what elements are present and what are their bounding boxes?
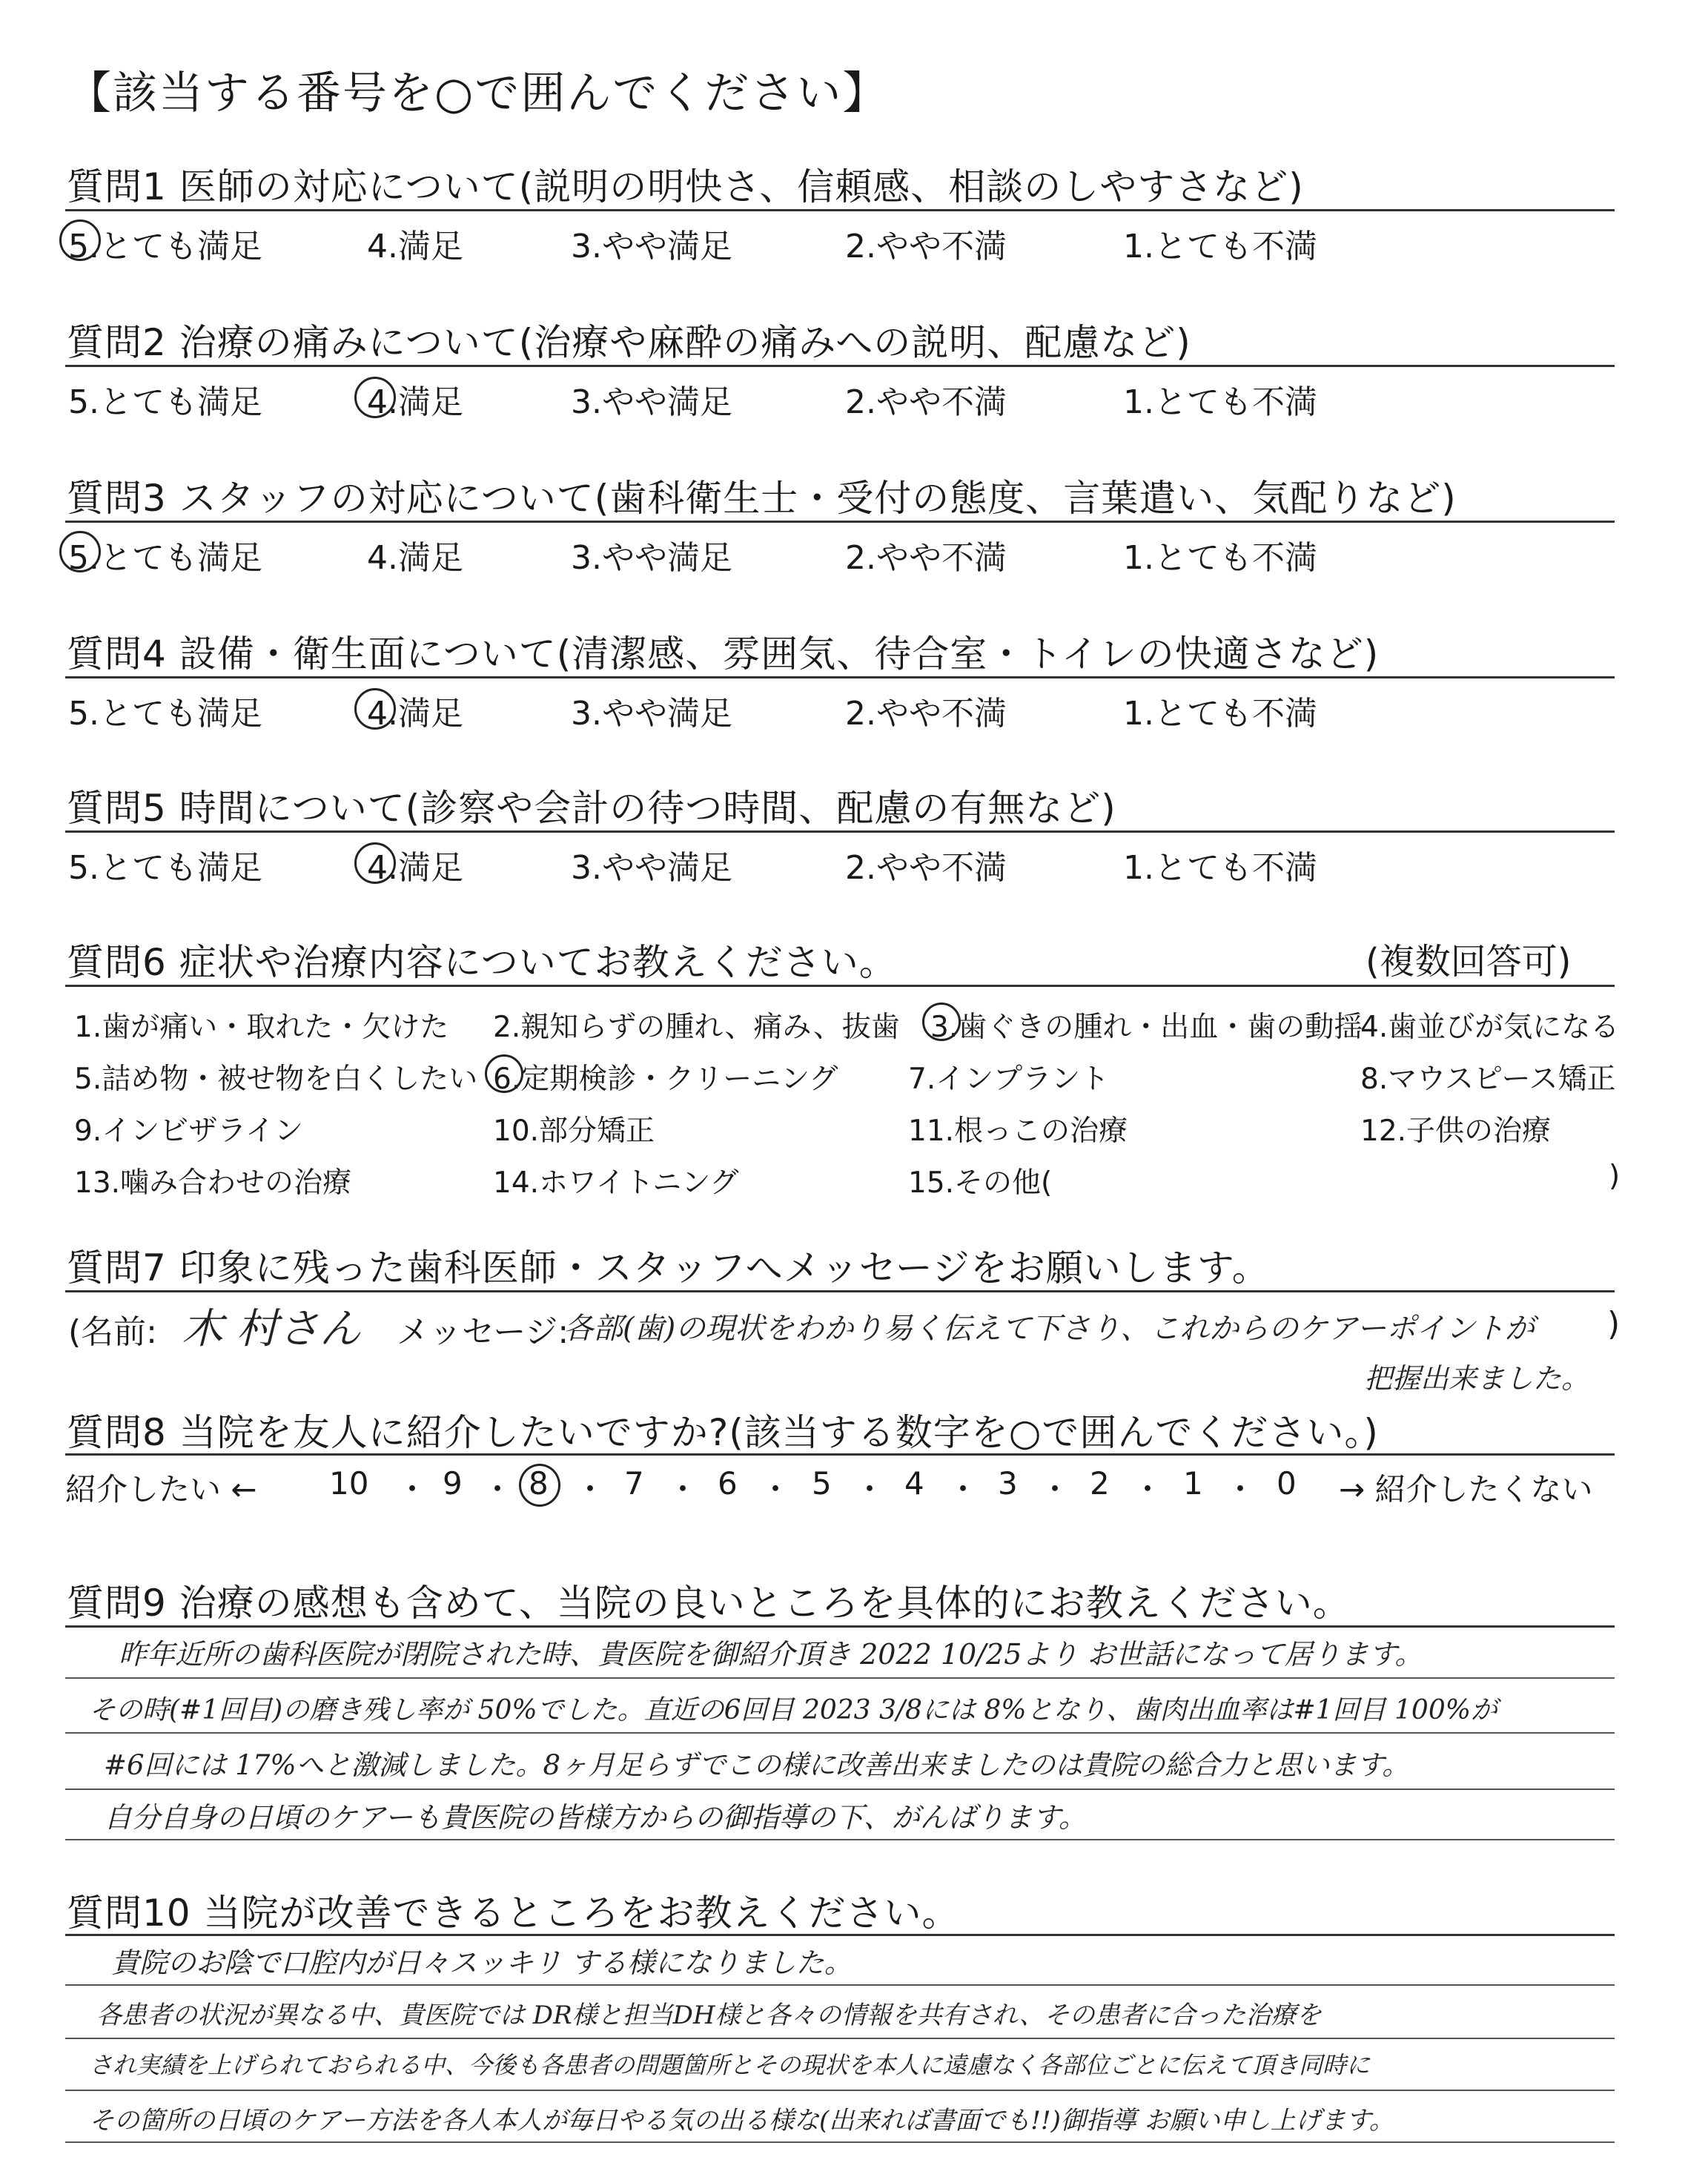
- answer-rule: [65, 2038, 1615, 2039]
- scale-sep: ・: [482, 1471, 514, 1507]
- option-3[interactable]: 3.やや満足: [571, 849, 732, 887]
- question-10-label: 質問10 当院が改善できるところをお教えください。: [67, 1892, 960, 1935]
- multiple-answers-note: (複数回答可): [1366, 941, 1572, 982]
- scale-sep: ・: [947, 1471, 979, 1507]
- q6-option-13[interactable]: 13.噛み合わせの治療: [74, 1166, 352, 1200]
- q10-answer-line-3: され実績を上げられておられる中、今後も各患者の問題箇所とその現状を本人に遠慮なく各部位ごとに伝えて頂き同時に: [89, 2051, 1371, 2079]
- scale-9[interactable]: 9: [443, 1465, 463, 1502]
- divider: [65, 1290, 1615, 1292]
- message-close-paren: ): [1607, 1305, 1621, 1343]
- scale-sep: ・: [1039, 1471, 1071, 1507]
- scale-7[interactable]: 7: [624, 1465, 644, 1502]
- question-1-label: 質問1 医師の対応について(説明の明快さ、信頼感、相談のしやすさなど): [67, 165, 1304, 208]
- scale-3[interactable]: 3: [998, 1465, 1018, 1502]
- option-4[interactable]: 4.満足: [367, 539, 463, 577]
- recommend-right-label: → 紹介したくない: [1339, 1471, 1593, 1507]
- recommend-left-label: 紹介したい ←: [65, 1471, 257, 1507]
- answer-rule: [65, 1984, 1615, 1986]
- scale-sep: ・: [397, 1471, 428, 1507]
- selection-circle: [59, 219, 101, 261]
- scale-8[interactable]: 8: [529, 1465, 549, 1502]
- divider: [65, 676, 1615, 678]
- option-1[interactable]: 1.とても不満: [1123, 695, 1317, 733]
- q6-option-12[interactable]: 12.子供の治療: [1360, 1114, 1552, 1148]
- option-5[interactable]: 5.とても満足: [68, 695, 262, 733]
- q10-answer-line-1: 貴院のお陰で口腔内が日々スッキリ する様になりました。: [111, 1946, 853, 1979]
- answer-rule: [65, 2090, 1615, 2091]
- option-3[interactable]: 3.やや満足: [571, 228, 732, 265]
- selection-circle: [354, 377, 396, 418]
- divider: [65, 830, 1615, 833]
- q6-option-4[interactable]: 4.歯並びが気になる: [1360, 1011, 1620, 1044]
- divider: [65, 985, 1615, 987]
- answer-rule: [65, 1732, 1615, 1734]
- selection-circle: [59, 531, 101, 572]
- divider: [65, 521, 1615, 523]
- selection-circle: [354, 688, 396, 730]
- scale-4[interactable]: 4: [904, 1465, 924, 1502]
- selection-circle: [922, 1003, 961, 1041]
- answer-rule: [65, 1789, 1615, 1790]
- question-8-label: 質問8 当院を友人に紹介したいですか?(該当する数字を○で囲んでください。): [67, 1411, 1379, 1454]
- answer-rule: [65, 1839, 1615, 1840]
- handwritten-message-line-2: 把握出来ました。: [1364, 1362, 1590, 1395]
- q10-answer-line-4: その箇所の日頃のケアー方法を各人本人が毎日やる気の出る様な(出来れば書面でも!!)御指導 お願い申し上げます。: [89, 2106, 1394, 2136]
- answer-rule: [65, 1677, 1615, 1679]
- option-5[interactable]: 5.とても満足: [68, 383, 262, 421]
- q6-option-9[interactable]: 9.インビザライン: [74, 1114, 304, 1148]
- question-4-label: 質問4 設備・衛生面について(清潔感、雰囲気、待合室・トイレの快適さなど): [67, 633, 1380, 676]
- option-2[interactable]: 2.やや不満: [845, 228, 1007, 265]
- option-1[interactable]: 1.とても不満: [1123, 383, 1317, 421]
- selection-circle: [354, 842, 396, 884]
- q6-option-7[interactable]: 7.インプラント: [908, 1063, 1110, 1096]
- option-5[interactable]: 5.とても満足: [68, 539, 262, 577]
- scale-2[interactable]: 2: [1090, 1465, 1110, 1502]
- divider: [65, 1625, 1615, 1628]
- scale-sep: ・: [854, 1471, 886, 1507]
- scale-10[interactable]: 10: [329, 1465, 369, 1502]
- q9-answer-line-3: #6回には 17%へと激減しました。8ヶ月足らずでこの様に改善出来ましたのは貴院の総合力と思います。: [104, 1749, 1410, 1781]
- q6-option-5[interactable]: 5.詰め物・被せ物を白くしたい: [74, 1063, 478, 1096]
- message-label: メッセージ:: [397, 1313, 569, 1351]
- q6-option-11[interactable]: 11.根っこの治療: [908, 1114, 1128, 1148]
- option-3[interactable]: 3.やや満足: [571, 695, 732, 733]
- option-4[interactable]: 4.満足: [367, 695, 463, 733]
- option-2[interactable]: 2.やや不満: [845, 539, 1007, 577]
- q6-option-6[interactable]: 6.定期検診・クリーニング: [493, 1063, 838, 1096]
- option-4[interactable]: 4.満足: [367, 228, 463, 265]
- question-9-label: 質問9 治療の感想も含めて、当院の良いところを具体的にお教えください。: [67, 1582, 1351, 1625]
- option-1[interactable]: 1.とても不満: [1123, 539, 1317, 577]
- q6-option-2[interactable]: 2.親知らずの腫れ、痛み、抜歯: [493, 1011, 900, 1044]
- divider: [65, 1453, 1615, 1456]
- option-1[interactable]: 1.とても不満: [1123, 849, 1317, 887]
- selection-circle: [485, 1054, 523, 1093]
- q6-option-10[interactable]: 10.部分矯正: [493, 1114, 655, 1148]
- question-2-label: 質問2 治療の痛みについて(治療や麻酔の痛みへの説明、配慮など): [67, 321, 1191, 364]
- option-2[interactable]: 2.やや不満: [845, 849, 1007, 887]
- q6-option-14[interactable]: 14.ホワイトニング: [493, 1166, 739, 1200]
- page-title: 【該当する番号を○で囲んでください】: [67, 67, 889, 119]
- option-4[interactable]: 4.満足: [367, 383, 463, 421]
- selection-circle: [519, 1464, 560, 1507]
- scale-sep: ・: [760, 1471, 792, 1507]
- scale-sep: ・: [667, 1471, 699, 1507]
- scale-6[interactable]: 6: [718, 1465, 738, 1502]
- q6-option-3[interactable]: 3.歯ぐきの腫れ・出血・歯の動揺: [930, 1011, 1363, 1044]
- handwritten-message-line-1: 各部(歯)の現状をわかり易く伝えて下さり、これからのケアーポイントが: [563, 1312, 1535, 1346]
- q9-answer-line-2: その時(#1回目)の磨き残し率が 50%でした。直近の6回目 2023 3/8には 8%となり、歯肉出血率は#1回目 100%が: [89, 1695, 1497, 1725]
- option-2[interactable]: 2.やや不満: [845, 695, 1007, 733]
- option-4[interactable]: 4.満足: [367, 849, 463, 887]
- question-7-label: 質問7 印象に残った歯科医師・スタッフへメッセージをお願いします。: [67, 1246, 1270, 1289]
- q6-option-8[interactable]: 8.マウスピース矯正: [1360, 1063, 1616, 1096]
- scale-0[interactable]: 0: [1277, 1465, 1297, 1502]
- scale-sep: ・: [1225, 1471, 1257, 1507]
- divider: [65, 1934, 1615, 1936]
- question-6-label: 質問6 症状や治療内容についてお教えください。: [67, 941, 897, 984]
- option-3[interactable]: 3.やや満足: [571, 383, 732, 421]
- scale-sep: ・: [1132, 1471, 1164, 1507]
- question-5-label: 質問5 時間について(診察や会計の待つ時間、配慮の有無など): [67, 787, 1116, 830]
- option-5[interactable]: 5.とても満足: [68, 228, 262, 265]
- q6-option-15[interactable]: 15.その他(: [908, 1166, 1053, 1200]
- question-3-label: 質問3 スタッフの対応について(歯科衛生士・受付の態度、言葉遣い、気配りなど): [67, 477, 1457, 520]
- option-5[interactable]: 5.とても満足: [68, 849, 262, 887]
- handwritten-name: 木 村さん: [182, 1305, 361, 1353]
- q6-option-1[interactable]: 1.歯が痛い・取れた・欠けた: [74, 1011, 449, 1044]
- answer-rule: [65, 2141, 1615, 2143]
- scale-1[interactable]: 1: [1183, 1465, 1203, 1502]
- scale-sep: ・: [575, 1471, 606, 1507]
- option-3[interactable]: 3.やや満足: [571, 539, 732, 577]
- q9-answer-line-1: 昨年近所の歯科医院が閉院された時、貴医院を御紹介頂き 2022 10/25より お世話になって居ります。: [119, 1638, 1423, 1671]
- option-2[interactable]: 2.やや不満: [845, 383, 1007, 421]
- scale-5[interactable]: 5: [812, 1465, 832, 1502]
- divider: [65, 209, 1615, 211]
- q6-other-close-paren: ): [1609, 1160, 1621, 1193]
- divider: [65, 365, 1615, 367]
- name-label: (名前:: [68, 1313, 157, 1351]
- q9-answer-line-4: 自分自身の日頃のケアーも貴医院の皆様方からの御指導の下、がんばります。: [104, 1801, 1087, 1834]
- q10-answer-line-2: 各患者の状況が異なる中、貴医院では DR様と担当DH様と各々の情報を共有され、その患者に合った治療を: [96, 2001, 1322, 2030]
- option-1[interactable]: 1.とても不満: [1123, 228, 1317, 265]
